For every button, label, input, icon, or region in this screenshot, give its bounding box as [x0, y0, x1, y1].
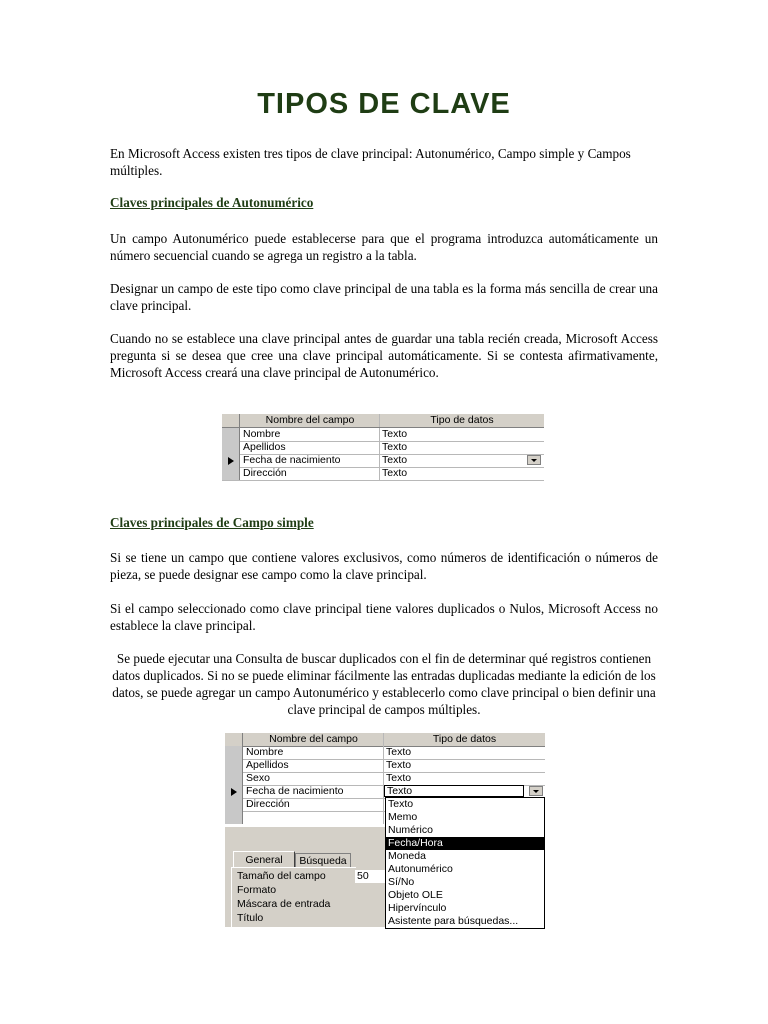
dropdown-arrow-icon[interactable]	[529, 786, 543, 796]
field-name-cell[interactable]: Nombre	[244, 746, 384, 759]
table-row[interactable]	[225, 772, 545, 786]
data-type-dropdown-list[interactable]	[385, 797, 545, 929]
data-type-cell[interactable]: Texto	[382, 454, 408, 466]
dropdown-arrow-icon[interactable]	[527, 455, 541, 465]
field-name-cell[interactable]: Fecha de nacimiento	[244, 785, 384, 798]
page-title: TIPOS DE CLAVE	[257, 88, 511, 120]
field-name-cell[interactable]: Nombre	[241, 428, 380, 441]
dropdown-option[interactable]: Hipervínculo	[388, 902, 447, 914]
intro-paragraph: En Microsoft Access existen tres tipos de clave principal: Autonumérico, Campo simple y Campos múltiples.	[110, 146, 631, 178]
dropdown-option[interactable]: Moneda	[388, 850, 426, 862]
section2-heading: Claves principales de Campo simple	[110, 515, 314, 530]
tab-general[interactable]: General	[233, 851, 295, 867]
field-size-input[interactable]: 50	[355, 870, 385, 883]
row-selector-arrow-icon	[231, 788, 237, 796]
tab-busqueda[interactable]: Búsqueda	[295, 853, 351, 867]
dropdown-option[interactable]: Objeto OLE	[388, 889, 443, 901]
column-header-field: Nombre del campo	[244, 733, 384, 746]
dropdown-option[interactable]: Sí/No	[388, 876, 415, 888]
data-type-cell[interactable]: Texto	[386, 759, 412, 771]
table-row[interactable]	[222, 467, 544, 481]
section1-p3: Cuando no se establece una clave principal antes de guardar una tabla recién creada, Microsoft Access pregunta si se desea que cree una clave principal automáticamente. Si se contesta afirmativamente, Microsoft Access creará una clave principal de Autonumérico.	[110, 331, 658, 380]
section2-p2: Si el campo seleccionado como clave principal tiene valores duplicados o Nulos, Microsoft Access no establece la clave principal.	[110, 601, 658, 633]
data-type-cell[interactable]: Texto	[386, 746, 412, 758]
row-selector-arrow-icon	[228, 457, 234, 465]
property-field-size: Tamaño del campo	[237, 870, 326, 882]
data-type-cell[interactable]: Texto	[382, 441, 408, 453]
property-input-mask: Máscara de entrada	[237, 898, 331, 910]
data-type-cell[interactable]: Texto	[386, 772, 412, 784]
access-table-1	[222, 414, 544, 481]
section1-heading: Claves principales de Autonumérico	[110, 195, 314, 210]
field-name-cell[interactable]: Apellidos	[241, 441, 380, 454]
data-type-cell[interactable]: Texto	[382, 467, 408, 479]
dropdown-option[interactable]: Autonumérico	[388, 863, 453, 875]
table-row[interactable]	[222, 428, 544, 442]
field-properties-pane	[225, 827, 385, 927]
dropdown-option[interactable]: Texto	[388, 798, 414, 810]
column-header-field: Nombre del campo	[241, 414, 380, 427]
table-row[interactable]	[225, 759, 545, 773]
table-header	[222, 414, 544, 428]
section1-p2: Designar un campo de este tipo como clave principal de una tabla es la forma más sencilla de crear una clave principal.	[110, 281, 658, 313]
dropdown-option[interactable]: Asistente para búsquedas...	[388, 915, 519, 927]
field-name-cell[interactable]: Dirección	[244, 798, 384, 811]
table-row[interactable]	[222, 441, 544, 455]
property-format: Formato	[237, 884, 277, 896]
table-header	[225, 733, 545, 747]
field-name-cell[interactable]: Sexo	[244, 772, 384, 785]
column-header-type: Tipo de datos	[432, 733, 497, 745]
field-name-cell[interactable]: Apellidos	[244, 759, 384, 772]
section2-p3: Se puede ejecutar una Consulta de buscar duplicados con el fin de determinar qué registros contienen datos duplicados. Si no se puede eliminar fácilmente las entradas duplicadas mediante la edición de los datos, se puede agregar un campo Autonumérico y establecerlo como clave principal o bien definir una clave principal de campos múltiples.	[112, 651, 656, 717]
data-type-combo[interactable]: Texto	[384, 785, 524, 797]
dropdown-option-selected[interactable]: Fecha/Hora	[386, 837, 544, 850]
section2-p1: Si se tiene un campo que contiene valores exclusivos, como números de identificación o números de pieza, se puede designar ese campo como la clave principal.	[110, 550, 658, 582]
property-caption: Título	[237, 912, 264, 924]
column-header-type: Tipo de datos	[430, 414, 494, 426]
table-row[interactable]	[222, 454, 544, 468]
field-name-cell[interactable]: Fecha de nacimiento	[241, 454, 380, 467]
data-type-cell[interactable]: Texto	[382, 428, 408, 440]
dropdown-option[interactable]: Memo	[388, 811, 418, 823]
section1-p1: Un campo Autonumérico puede establecerse para que el programa introduzca automáticamente un número secuencial cuando se agrega un registro a la tabla.	[110, 231, 658, 263]
dropdown-option[interactable]: Numérico	[388, 824, 433, 836]
field-name-cell[interactable]: Dirección	[241, 467, 380, 480]
table-row[interactable]	[225, 746, 545, 760]
